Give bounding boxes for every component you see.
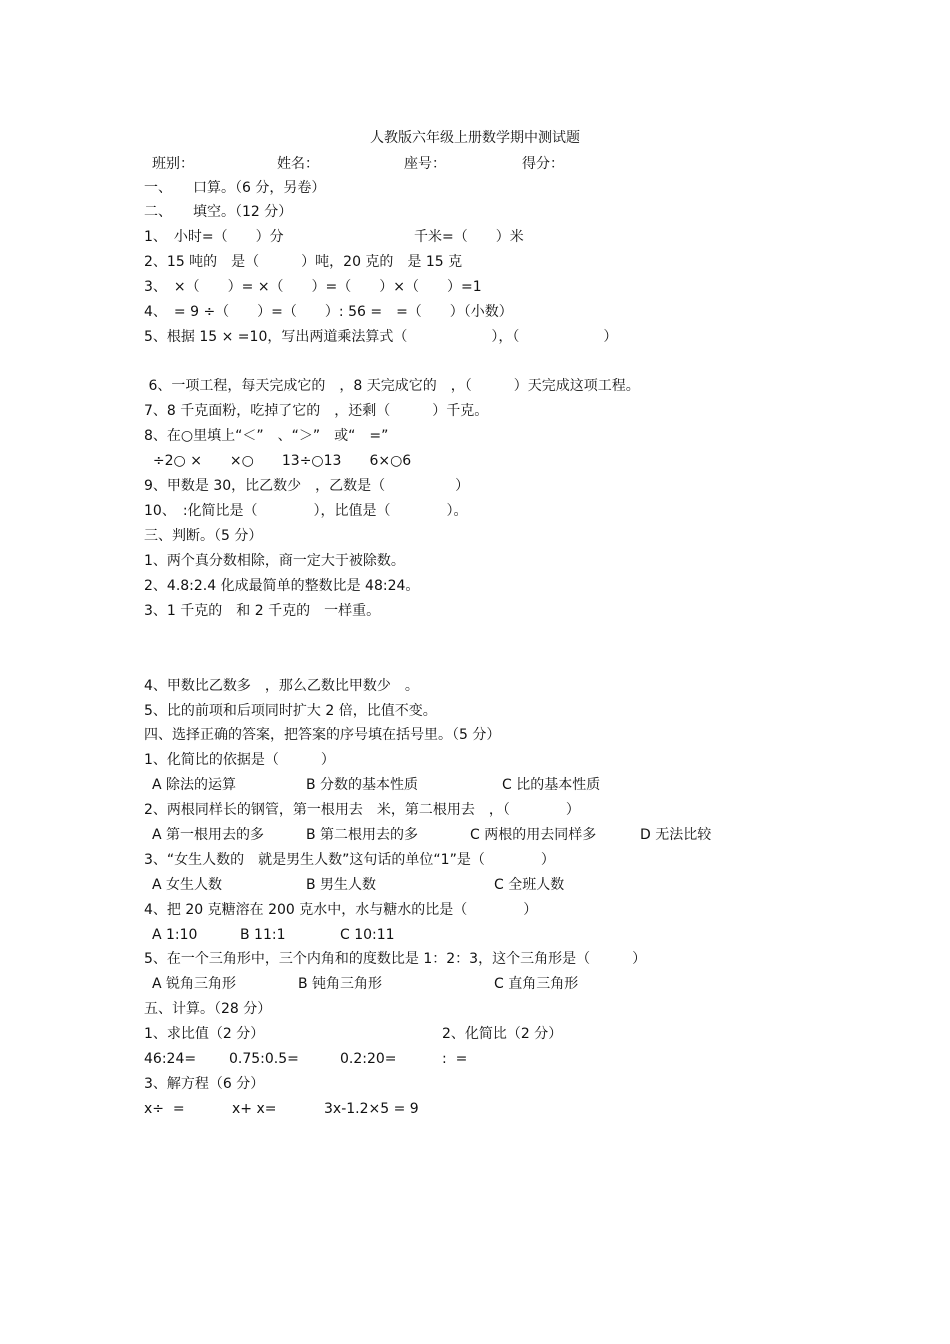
question-line: ÷2○ × ×○ 13÷○13 6×○6 xyxy=(144,453,412,469)
equation-item: x÷ = xyxy=(144,1101,185,1117)
name-label: 姓名： xyxy=(277,156,319,172)
option-b: B 分数的基本性质 xyxy=(306,777,419,793)
option-a: A 女生人数 xyxy=(152,877,223,893)
ratio-item: 46:24= xyxy=(144,1051,197,1067)
option-a: A 1:10 xyxy=(152,927,198,943)
ratio-item: 0.75:0.5= xyxy=(229,1051,299,1067)
question-part: 千米=（ ）米 xyxy=(414,229,524,245)
option-a: A 锐角三角形 xyxy=(152,976,237,992)
option-c: C 10:11 xyxy=(340,927,395,943)
option-c: C 两根的用去同样多 xyxy=(470,827,597,843)
option-a: A 除法的运算 xyxy=(152,777,237,793)
question: 6、一项工程，每天完成它的 ，8 天完成它的 ，（ ）天完成这项工程。 xyxy=(144,378,640,394)
seat-label: 座号： xyxy=(404,156,446,172)
section-heading: 二、 填空。（12 分） xyxy=(144,204,293,220)
option-c: C 全班人数 xyxy=(494,877,565,893)
option-d: D 无法比较 xyxy=(640,827,712,843)
question: 10、 :化简比是（ ），比值是（ ）。 xyxy=(144,503,468,519)
section-heading: 一、 口算。（6 分，另卷） xyxy=(144,180,326,196)
ratio-item: 0.2:20= xyxy=(340,1051,397,1067)
question: 4、 = 9 ÷（ ）=（ ）: 56 = =（ ）（小数） xyxy=(144,304,513,320)
option-b: B 第二根用去的多 xyxy=(306,827,419,843)
ratio-item: : = xyxy=(442,1051,468,1067)
option-a: A 第一根用去的多 xyxy=(152,827,265,843)
question: 2、两根同样长的钢管，第一根用去 米，第二根用去 ，（ ） xyxy=(144,802,580,818)
section-heading: 三、判断。（5 分） xyxy=(144,528,263,544)
question: 9、甲数是 30，比乙数少 ，乙数是（ ） xyxy=(144,478,470,494)
question: 1、求比值（2 分） xyxy=(144,1026,265,1042)
question: 4、把 20 克糖溶在 200 克水中，水与糖水的比是（ ） xyxy=(144,902,538,918)
equation-item: 3x-1.2×5 = 9 xyxy=(324,1101,419,1117)
option-b: B 钝角三角形 xyxy=(298,976,383,992)
question: 1、化简比的依据是（ ） xyxy=(144,752,335,768)
question: 3、解方程（6 分） xyxy=(144,1076,265,1092)
question: 8、在○里填上“＜” 、“＞” 或“ =” xyxy=(144,428,389,444)
section-heading: 四、选择正确的答案，把答案的序号填在括号里。（5 分） xyxy=(144,727,501,743)
option-b: B 11:1 xyxy=(240,927,286,943)
score-label: 得分： xyxy=(522,156,564,172)
section-heading: 五、计算。（28 分） xyxy=(144,1001,272,1017)
question: 5、根据 15 × =10，写出两道乘法算式（ ），（ ） xyxy=(144,329,618,345)
question: 5、比的前项和后项同时扩大 2 倍，比值不变。 xyxy=(144,703,437,719)
page-title: 人教版六年级上册数学期中测试题 xyxy=(370,130,580,146)
question: 5、在一个三角形中，三个内角和的度数比是 1：2：3，这个三角形是（ ） xyxy=(144,951,647,967)
question: 1、 小时=（ ）分 xyxy=(144,229,284,245)
question: 1、两个真分数相除，商一定大于被除数。 xyxy=(144,553,405,569)
option-b: B 男生人数 xyxy=(306,877,377,893)
option-c: C 比的基本性质 xyxy=(502,777,601,793)
question: 7、8 千克面粉，吃掉了它的 ，还剩（ ）千克。 xyxy=(144,403,489,419)
question: 3、 ×（ ）= ×（ ）=（ ）×（ ）=1 xyxy=(144,279,482,295)
question: 2、4.8:2.4 化成最简单的整数比是 48:24。 xyxy=(144,578,420,594)
question: 2、化简比（2 分） xyxy=(442,1026,563,1042)
question: 4、甲数比乙数多 ，那么乙数比甲数少 。 xyxy=(144,678,419,694)
class-label: 班别： xyxy=(152,156,194,172)
question: 3、1 千克的 和 2 千克的 一样重。 xyxy=(144,603,381,619)
equation-item: x+ x= xyxy=(232,1101,277,1117)
question: 3、“女生人数的 就是男生人数”这句话的单位“1”是（ ） xyxy=(144,852,555,868)
option-c: C 直角三角形 xyxy=(494,976,579,992)
question: 2、15 吨的 是（ ）吨，20 克的 是 15 克 xyxy=(144,254,463,270)
